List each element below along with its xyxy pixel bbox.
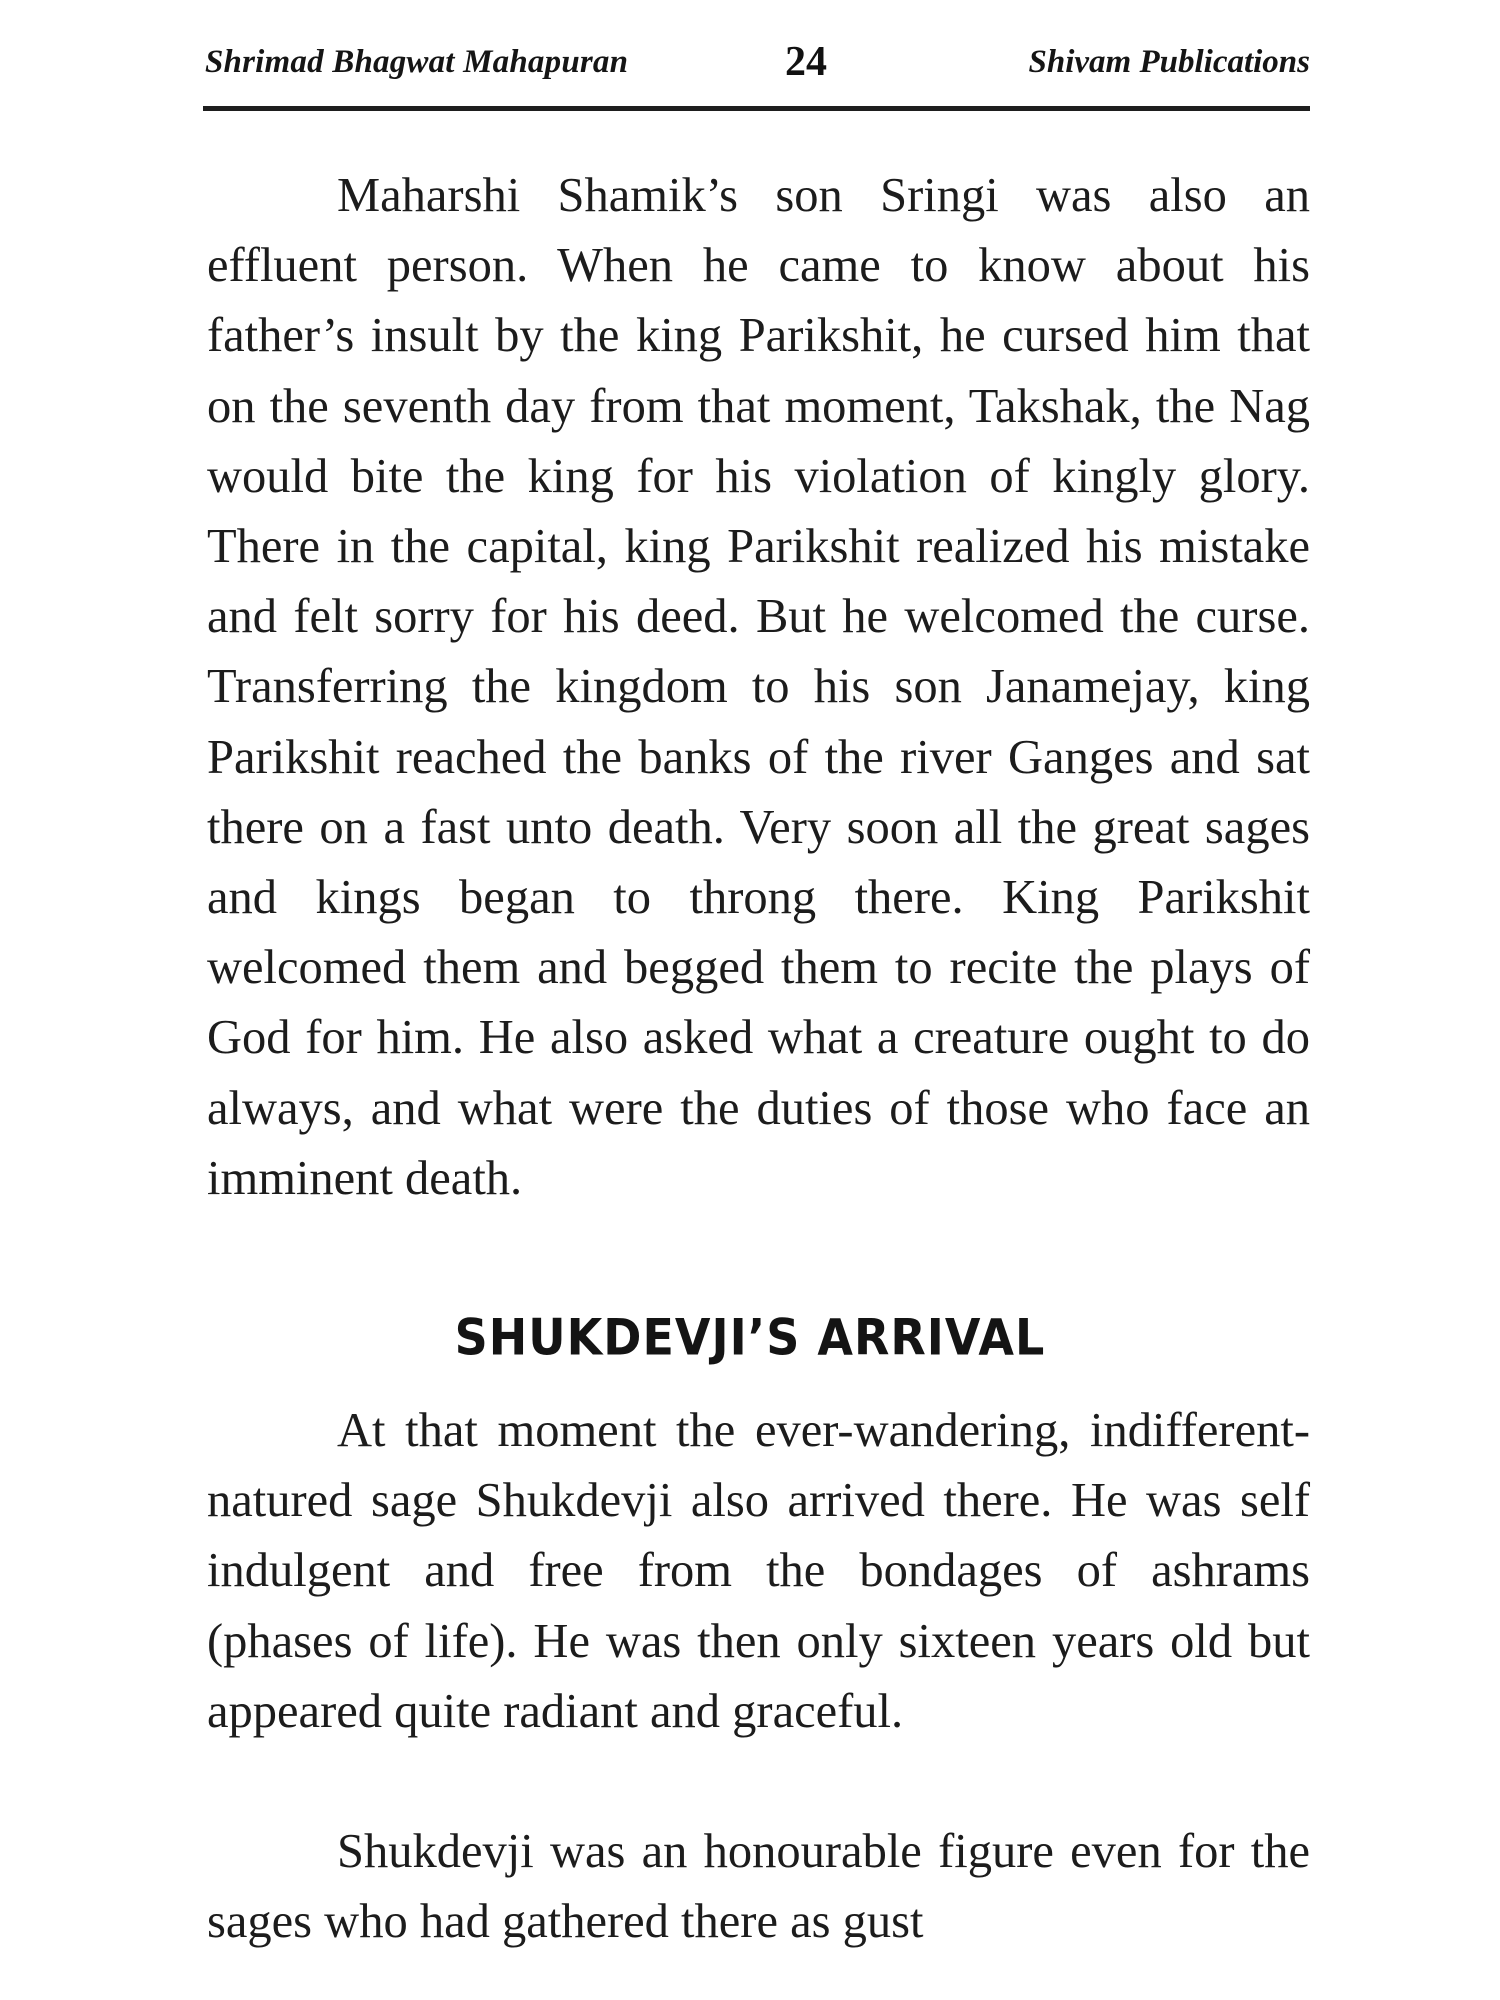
paragraph-shukdevji-arrival: At that moment the ever-wandering, indifferent-natured sage Shukdevji also arrived there. He was self indulgent and free from the bondages of ashrams (phases of life). He was then only sixteen years old but appeared quite radiant and graceful.	[207, 1404, 1310, 1738]
publisher-name: Shivam Publications	[1028, 44, 1310, 80]
book-title: Shrimad Bhagwat Mahapuran	[205, 44, 629, 80]
section-heading: SHUKDEVJI’S ARRIVAL	[454, 1307, 1046, 1367]
page-number: 24	[785, 39, 827, 85]
paragraph-sringi-curse: Maharshi Shamik’s son Sringi was also an effluent person. When he came to know about his father’s insult by the king Parikshit, he cursed him that on the seventh day from that moment, Takshak, the Nag would bite the king for his violation of kingly glory. There in the capital, king Parikshit realized his mistake and felt sorry for his deed. But he welcomed the curse. Transferring the kingdom to his son Janamejay, king Parikshit reached the banks of the river Ganges and sat there on a fast unto death. Very soon all the great sages and kings began to throng there. King Parikshit welcomed them and begged them to recite the plays of God for him. He also asked what a creature ought to do always, and what were the duties of those who face an imminent death.	[207, 169, 1310, 1205]
running-header	[205, 36, 1310, 106]
header-rule	[203, 106, 1310, 111]
paragraph-shukdevji-honour: Shukdevji was an honourable figure even for the sages who had gathered there as gust	[207, 1825, 1310, 1949]
